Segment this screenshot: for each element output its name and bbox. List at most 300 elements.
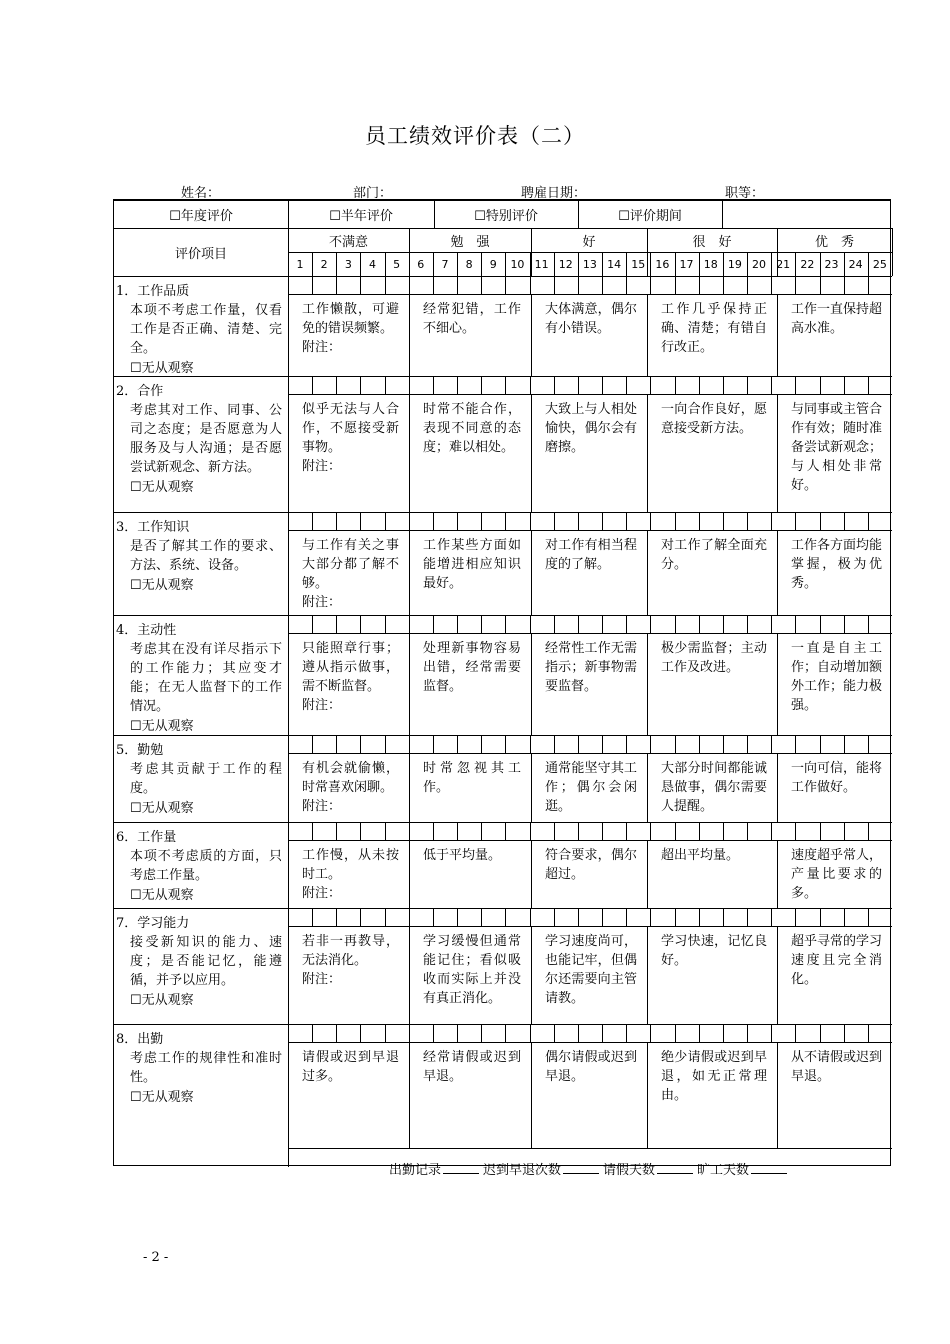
- score-box-8-25[interactable]: [870, 1026, 890, 1040]
- score-box-divider: [868, 1024, 869, 1042]
- score-box-5-24[interactable]: [846, 737, 866, 751]
- score-box-4-8[interactable]: [459, 617, 479, 631]
- level-desc-2-1: 似乎无法与人合作，不愿接受新事物。: [302, 402, 399, 455]
- score-number-23: 23: [824, 258, 839, 271]
- score-box-3-17[interactable]: [677, 514, 697, 528]
- score-box-4-3[interactable]: [338, 617, 358, 631]
- score-box-divider: [409, 276, 410, 294]
- score-box-2-8[interactable]: [459, 378, 479, 392]
- score-box-6-11[interactable]: [532, 824, 552, 838]
- period-option-4[interactable]: ☐评价期间: [618, 209, 682, 224]
- level-divider: [647, 530, 648, 615]
- score-box-4-25[interactable]: [870, 617, 890, 631]
- score-box-divider: [409, 908, 410, 926]
- score-box-6-6[interactable]: [411, 824, 431, 838]
- score-box-3-11[interactable]: [532, 514, 552, 528]
- score-box-7-19[interactable]: [725, 910, 745, 924]
- score-box-7-1[interactable]: [290, 910, 310, 924]
- score-box-7-3[interactable]: [338, 910, 358, 924]
- score-box-1-15[interactable]: [628, 278, 648, 292]
- score-box-4-15[interactable]: [628, 617, 648, 631]
- score-box-2-23[interactable]: [822, 378, 842, 392]
- attendance-record-field[interactable]: [443, 1161, 479, 1174]
- score-box-2-11[interactable]: [532, 378, 552, 392]
- score-box-2-14[interactable]: [604, 378, 624, 392]
- score-box-7-6[interactable]: [411, 910, 431, 924]
- score-box-3-1[interactable]: [290, 514, 310, 528]
- score-box-5-23[interactable]: [822, 737, 842, 751]
- level-desc-2-2: 时常不能合作，表现不同意的态度；难以相处。: [423, 402, 521, 455]
- score-box-6-23[interactable]: [822, 824, 842, 838]
- score-box-3-7[interactable]: [435, 514, 455, 528]
- score-box-8-9[interactable]: [483, 1026, 503, 1040]
- score-box-divider: [723, 376, 724, 394]
- score-box-6-17[interactable]: [677, 824, 697, 838]
- score-box-3-16[interactable]: [652, 514, 672, 528]
- level-divider: [777, 926, 778, 1024]
- score-number-12: 12: [558, 258, 573, 271]
- score-box-1-3[interactable]: [338, 278, 358, 292]
- score-box-divider: [554, 615, 555, 633]
- level-divider: [409, 840, 410, 908]
- score-box-7-8[interactable]: [459, 910, 479, 924]
- score-box-3-14[interactable]: [604, 514, 624, 528]
- score-box-1-25[interactable]: [870, 278, 890, 292]
- score-box-8-16[interactable]: [652, 1026, 672, 1040]
- score-box-divider: [602, 376, 603, 394]
- score-box-divider: [675, 908, 676, 926]
- score-box-3-4[interactable]: [362, 514, 382, 528]
- score-box-5-21[interactable]: [773, 737, 793, 751]
- score-box-5-25[interactable]: [870, 737, 890, 751]
- score-box-8-21[interactable]: [773, 1026, 793, 1040]
- score-box-7-15[interactable]: [628, 910, 648, 924]
- score-box-4-12[interactable]: [556, 617, 576, 631]
- score-box-divider: [554, 276, 555, 294]
- score-box-3-12[interactable]: [556, 514, 576, 528]
- score-box-5-8[interactable]: [459, 737, 479, 751]
- item-row-rule: [114, 376, 892, 377]
- level-divider: [531, 294, 532, 376]
- level-divider: [531, 926, 532, 1024]
- score-box-6-24[interactable]: [846, 824, 866, 838]
- score-box-1-2[interactable]: [314, 278, 334, 292]
- score-box-7-16[interactable]: [652, 910, 672, 924]
- no-observe-checkbox-7[interactable]: ☐无从观察: [130, 993, 194, 1008]
- score-box-2-17[interactable]: [677, 378, 697, 392]
- score-box-5-13[interactable]: [580, 737, 600, 751]
- level-desc-2-5: 与同事或主管合作有效；随时准备尝试新观念；与人相处非常好。: [791, 402, 883, 493]
- score-box-5-12[interactable]: [556, 737, 576, 751]
- score-box-6-9[interactable]: [483, 824, 503, 838]
- period-option-3[interactable]: ☐特别评价: [474, 209, 538, 224]
- score-box-4-21[interactable]: [773, 617, 793, 631]
- score-box-6-1[interactable]: [290, 824, 310, 838]
- score-box-1-22[interactable]: [797, 278, 817, 292]
- score-box-7-5[interactable]: [387, 910, 407, 924]
- score-box-6-13[interactable]: [580, 824, 600, 838]
- score-box-1-10[interactable]: [507, 278, 527, 292]
- score-box-8-6[interactable]: [411, 1026, 431, 1040]
- score-box-5-15[interactable]: [628, 737, 648, 751]
- page-number: - 2 -: [143, 1250, 169, 1265]
- score-box-6-19[interactable]: [725, 824, 745, 838]
- score-box-3-19[interactable]: [725, 514, 745, 528]
- score-box-divider: [530, 822, 531, 840]
- level-desc-6-5: 速度超乎常人，产量比要求的多。: [791, 848, 883, 901]
- score-box-divider: [868, 512, 869, 530]
- score-box-5-3[interactable]: [338, 737, 358, 751]
- score-box-4-1[interactable]: [290, 617, 310, 631]
- score-box-6-20[interactable]: [749, 824, 769, 838]
- score-box-1-9[interactable]: [483, 278, 503, 292]
- level-divider: [531, 840, 532, 908]
- score-box-divider: [385, 735, 386, 753]
- score-box-5-14[interactable]: [604, 737, 624, 751]
- score-box-6-21[interactable]: [773, 824, 793, 838]
- score-box-divider: [481, 735, 482, 753]
- score-box-7-4[interactable]: [362, 910, 382, 924]
- score-box-4-14[interactable]: [604, 617, 624, 631]
- score-number-22: 22: [800, 258, 815, 271]
- item-col-divider: [288, 1024, 289, 1167]
- score-box-divider: [868, 615, 869, 633]
- score-box-8-11[interactable]: [532, 1026, 552, 1040]
- attendance-record-label: 出勤记录: [388, 1163, 441, 1178]
- score-box-3-21[interactable]: [773, 514, 793, 528]
- score-box-divider: [481, 512, 482, 530]
- score-box-8-4[interactable]: [362, 1026, 382, 1040]
- score-box-6-5[interactable]: [387, 824, 407, 838]
- score-box-4-16[interactable]: [652, 617, 672, 631]
- score-box-4-11[interactable]: [532, 617, 552, 631]
- score-box-8-12[interactable]: [556, 1026, 576, 1040]
- score-box-7-22[interactable]: [797, 910, 817, 924]
- employee-info-line: [113, 180, 891, 201]
- score-box-6-15[interactable]: [628, 824, 648, 838]
- score-box-7-7[interactable]: [435, 910, 455, 924]
- score-box-2-21[interactable]: [773, 378, 793, 392]
- score-box-8-22[interactable]: [797, 1026, 817, 1040]
- score-box-2-20[interactable]: [749, 378, 769, 392]
- score-box-8-24[interactable]: [846, 1026, 866, 1040]
- score-box-1-8[interactable]: [459, 278, 479, 292]
- score-box-2-15[interactable]: [628, 378, 648, 392]
- score-box-6-22[interactable]: [797, 824, 817, 838]
- score-box-divider: [723, 1024, 724, 1042]
- score-box-4-9[interactable]: [483, 617, 503, 631]
- attendance-record: [288, 1161, 892, 1180]
- score-box-4-23[interactable]: [822, 617, 842, 631]
- score-box-8-5[interactable]: [387, 1026, 407, 1040]
- score-box-8-20[interactable]: [749, 1026, 769, 1040]
- score-box-divider: [360, 512, 361, 530]
- score-box-2-3[interactable]: [338, 378, 358, 392]
- score-box-7-10[interactable]: [507, 910, 527, 924]
- no-observe-checkbox-1[interactable]: ☐无从观察: [130, 361, 194, 376]
- level-divider: [777, 394, 778, 512]
- score-box-5-6[interactable]: [411, 737, 431, 751]
- score-box-1-11[interactable]: [532, 278, 552, 292]
- score-strip-rule: [288, 394, 892, 395]
- no-observe-checkbox-3[interactable]: ☐无从观察: [130, 578, 194, 593]
- score-box-divider: [336, 1024, 337, 1042]
- score-box-divider: [795, 376, 796, 394]
- score-box-6-3[interactable]: [338, 824, 358, 838]
- score-box-2-1[interactable]: [290, 378, 310, 392]
- score-box-7-13[interactable]: [580, 910, 600, 924]
- score-box-divider: [626, 276, 627, 294]
- score-box-4-4[interactable]: [362, 617, 382, 631]
- score-box-divider: [457, 615, 458, 633]
- score-box-4-19[interactable]: [725, 617, 745, 631]
- score-box-8-8[interactable]: [459, 1026, 479, 1040]
- item-title-6: 6．工作量: [116, 830, 177, 845]
- score-box-5-18[interactable]: [701, 737, 721, 751]
- score-box-divider: [554, 376, 555, 394]
- score-box-8-19[interactable]: [725, 1026, 745, 1040]
- score-box-6-10[interactable]: [507, 824, 527, 838]
- score-box-1-13[interactable]: [580, 278, 600, 292]
- score-box-2-5[interactable]: [387, 378, 407, 392]
- score-box-3-3[interactable]: [338, 514, 358, 528]
- score-box-divider: [771, 276, 772, 294]
- score-box-1-21[interactable]: [773, 278, 793, 292]
- score-box-5-5[interactable]: [387, 737, 407, 751]
- score-box-5-16[interactable]: [652, 737, 672, 751]
- score-box-6-25[interactable]: [870, 824, 890, 838]
- score-box-7-14[interactable]: [604, 910, 624, 924]
- score-box-1-6[interactable]: [411, 278, 431, 292]
- score-box-3-22[interactable]: [797, 514, 817, 528]
- score-box-8-23[interactable]: [822, 1026, 842, 1040]
- period-option-2[interactable]: ☐半年评价: [329, 209, 393, 224]
- score-box-5-20[interactable]: [749, 737, 769, 751]
- score-box-1-20[interactable]: [749, 278, 769, 292]
- score-box-2-2[interactable]: [314, 378, 334, 392]
- score-box-4-17[interactable]: [677, 617, 697, 631]
- score-number-25: 25: [872, 258, 887, 271]
- score-box-7-2[interactable]: [314, 910, 334, 924]
- score-box-3-2[interactable]: [314, 514, 334, 528]
- score-box-4-20[interactable]: [749, 617, 769, 631]
- score-box-4-13[interactable]: [580, 617, 600, 631]
- level-desc-1-3: 大体满意，偶尔有小错误。: [545, 302, 637, 336]
- score-box-7-9[interactable]: [483, 910, 503, 924]
- score-box-divider: [844, 908, 845, 926]
- score-box-8-7[interactable]: [435, 1026, 455, 1040]
- score-box-7-18[interactable]: [701, 910, 721, 924]
- score-box-3-5[interactable]: [387, 514, 407, 528]
- score-box-3-6[interactable]: [411, 514, 431, 528]
- score-box-3-10[interactable]: [507, 514, 527, 528]
- level-desc-3-5: 工作各方面均能掌握，极为优秀。: [791, 538, 883, 591]
- score-box-divider: [360, 276, 361, 294]
- score-box-7-11[interactable]: [532, 910, 552, 924]
- score-box-3-18[interactable]: [701, 514, 721, 528]
- score-box-2-16[interactable]: [652, 378, 672, 392]
- score-box-8-13[interactable]: [580, 1026, 600, 1040]
- score-box-divider: [505, 512, 506, 530]
- score-box-5-19[interactable]: [725, 737, 745, 751]
- score-box-1-24[interactable]: [846, 278, 866, 292]
- level-header-2: 勉 强: [450, 235, 490, 250]
- score-box-divider: [868, 822, 869, 840]
- period-option-1[interactable]: ☐年度评价: [169, 209, 233, 224]
- score-box-divider: [360, 822, 361, 840]
- score-box-divider: [312, 908, 313, 926]
- level-divider: [647, 753, 648, 822]
- score-box-divider: [602, 276, 603, 294]
- score-box-6-7[interactable]: [435, 824, 455, 838]
- score-box-1-14[interactable]: [604, 278, 624, 292]
- score-box-5-2[interactable]: [314, 737, 334, 751]
- score-box-divider: [385, 376, 386, 394]
- score-box-divider: [578, 615, 579, 633]
- absent-days-field[interactable]: [751, 1161, 787, 1174]
- score-box-5-10[interactable]: [507, 737, 527, 751]
- score-box-5-9[interactable]: [483, 737, 503, 751]
- score-box-6-12[interactable]: [556, 824, 576, 838]
- score-box-1-12[interactable]: [556, 278, 576, 292]
- score-box-6-2[interactable]: [314, 824, 334, 838]
- score-box-8-14[interactable]: [604, 1026, 624, 1040]
- level-header-5: 优 秀: [814, 235, 854, 250]
- score-box-1-23[interactable]: [822, 278, 842, 292]
- score-box-8-1[interactable]: [290, 1026, 310, 1040]
- score-box-2-7[interactable]: [435, 378, 455, 392]
- score-box-4-24[interactable]: [846, 617, 866, 631]
- score-box-1-1[interactable]: [290, 278, 310, 292]
- late-count-field[interactable]: [563, 1161, 599, 1174]
- score-box-5-7[interactable]: [435, 737, 455, 751]
- leave-days-field[interactable]: [657, 1161, 693, 1174]
- score-box-divider: [481, 1024, 482, 1042]
- score-box-2-19[interactable]: [725, 378, 745, 392]
- score-box-8-15[interactable]: [628, 1026, 648, 1040]
- score-box-4-7[interactable]: [435, 617, 455, 631]
- score-box-2-6[interactable]: [411, 378, 431, 392]
- score-box-divider: [505, 1024, 506, 1042]
- score-box-divider: [820, 276, 821, 294]
- no-observe-checkbox-5[interactable]: ☐无从观察: [130, 801, 194, 816]
- score-box-4-6[interactable]: [411, 617, 431, 631]
- score-box-4-2[interactable]: [314, 617, 334, 631]
- score-box-8-18[interactable]: [701, 1026, 721, 1040]
- level-divider: [777, 1042, 778, 1148]
- score-box-7-21[interactable]: [773, 910, 793, 924]
- item-desc-2: 考虑其对工作、同事、公司之态度；是否愿意为人服务及与人沟通；是否愿尝试新观念、新方法。: [130, 403, 282, 475]
- score-box-2-4[interactable]: [362, 378, 382, 392]
- score-box-4-5[interactable]: [387, 617, 407, 631]
- score-box-divider: [675, 512, 676, 530]
- score-box-5-11[interactable]: [532, 737, 552, 751]
- score-box-7-17[interactable]: [677, 910, 697, 924]
- score-box-4-10[interactable]: [507, 617, 527, 631]
- score-box-2-18[interactable]: [701, 378, 721, 392]
- score-box-divider: [336, 512, 337, 530]
- score-box-3-25[interactable]: [870, 514, 890, 528]
- level-desc-4-5: 一直是自主工作；自动增加额外工作；能力极强。: [791, 641, 883, 713]
- score-box-5-1[interactable]: [290, 737, 310, 751]
- score-box-6-18[interactable]: [701, 824, 721, 838]
- score-box-6-16[interactable]: [652, 824, 672, 838]
- score-box-7-25[interactable]: [870, 910, 890, 924]
- score-box-6-8[interactable]: [459, 824, 479, 838]
- score-box-2-24[interactable]: [846, 378, 866, 392]
- score-box-3-15[interactable]: [628, 514, 648, 528]
- score-box-3-20[interactable]: [749, 514, 769, 528]
- score-box-8-2[interactable]: [314, 1026, 334, 1040]
- item-col-divider: [288, 735, 289, 822]
- score-box-3-9[interactable]: [483, 514, 503, 528]
- score-box-4-18[interactable]: [701, 617, 721, 631]
- score-box-divider: [481, 822, 482, 840]
- score-box-1-4[interactable]: [362, 278, 382, 292]
- score-strip-rule: [288, 294, 892, 295]
- score-box-4-22[interactable]: [797, 617, 817, 631]
- score-box-divider: [650, 615, 651, 633]
- score-box-divider: [578, 908, 579, 926]
- score-box-1-19[interactable]: [725, 278, 745, 292]
- score-box-divider: [312, 512, 313, 530]
- score-box-8-17[interactable]: [677, 1026, 697, 1040]
- score-box-5-17[interactable]: [677, 737, 697, 751]
- level-desc-7-2: 学习缓慢但通常能记住；看似吸收而实际上并没有真正消化。: [423, 934, 521, 1006]
- score-box-2-25[interactable]: [870, 378, 890, 392]
- score-box-2-13[interactable]: [580, 378, 600, 392]
- score-box-divider: [505, 615, 506, 633]
- level-divider: [647, 840, 648, 908]
- score-box-2-12[interactable]: [556, 378, 576, 392]
- score-box-7-23[interactable]: [822, 910, 842, 924]
- no-observe-checkbox-2[interactable]: ☐无从观察: [130, 480, 194, 495]
- score-box-6-14[interactable]: [604, 824, 624, 838]
- score-box-7-20[interactable]: [749, 910, 769, 924]
- score-box-8-10[interactable]: [507, 1026, 527, 1040]
- item-title-1: 1．工作品质: [116, 284, 190, 299]
- score-box-5-4[interactable]: [362, 737, 382, 751]
- score-box-1-5[interactable]: [387, 278, 407, 292]
- score-box-8-3[interactable]: [338, 1026, 358, 1040]
- score-box-2-9[interactable]: [483, 378, 503, 392]
- score-box-7-24[interactable]: [846, 910, 866, 924]
- level-desc-2-4: 一向合作良好，愿意接受新方法。: [661, 402, 767, 436]
- score-box-6-4[interactable]: [362, 824, 382, 838]
- score-box-3-23[interactable]: [822, 514, 842, 528]
- score-box-1-17[interactable]: [677, 278, 697, 292]
- score-box-3-24[interactable]: [846, 514, 866, 528]
- score-box-1-18[interactable]: [701, 278, 721, 292]
- no-observe-checkbox-4[interactable]: ☐无从观察: [130, 719, 194, 734]
- score-box-7-12[interactable]: [556, 910, 576, 924]
- item-desc-6: 本项不考虑质的方面，只考虑工作量。: [130, 849, 282, 883]
- level-divider: [409, 294, 410, 376]
- score-box-divider: [530, 276, 531, 294]
- score-box-2-10[interactable]: [507, 378, 527, 392]
- score-box-divider: [747, 908, 748, 926]
- score-box-1-16[interactable]: [652, 278, 672, 292]
- score-box-3-13[interactable]: [580, 514, 600, 528]
- score-box-2-22[interactable]: [797, 378, 817, 392]
- score-number-17: 17: [679, 258, 694, 271]
- no-observe-checkbox-6[interactable]: ☐无从观察: [130, 888, 194, 903]
- no-observe-checkbox-8[interactable]: ☐无从观察: [130, 1090, 194, 1105]
- level-divider: [409, 394, 410, 512]
- score-box-3-8[interactable]: [459, 514, 479, 528]
- score-box-1-7[interactable]: [435, 278, 455, 292]
- score-box-5-22[interactable]: [797, 737, 817, 751]
